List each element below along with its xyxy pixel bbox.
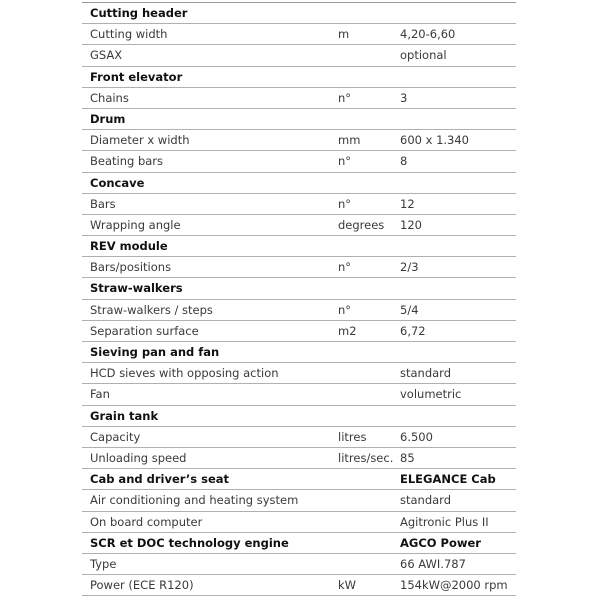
spec-unit: kW: [338, 578, 357, 593]
spec-label: Fan: [90, 387, 110, 402]
spec-label: HCD sieves with opposing action: [90, 366, 279, 381]
spec-row: [82, 321, 516, 342]
spec-value: [400, 342, 516, 362]
spec-value: 6,72: [400, 323, 426, 338]
spec-unit: [338, 406, 400, 426]
spec-label: Beating bars: [90, 154, 164, 169]
spec-row: [82, 215, 516, 236]
spec-value: [400, 173, 516, 193]
spec-value: [400, 3, 516, 23]
spec-unit: [338, 554, 400, 574]
spec-row: [82, 300, 516, 321]
section-title: Concave: [90, 175, 145, 190]
section-header-row: [82, 469, 516, 490]
spec-row: [82, 512, 516, 533]
spec-unit: [338, 469, 400, 489]
section-title: Cab and driver’s seat: [90, 472, 230, 487]
spec-row: [82, 24, 516, 45]
spec-unit: [338, 45, 400, 65]
spec-unit: [338, 533, 400, 553]
spec-value: 2/3: [400, 260, 419, 275]
spec-unit: [338, 3, 400, 23]
spec-unit: [338, 278, 400, 298]
section-title: Drum: [90, 111, 126, 126]
spec-label: Cutting width: [90, 27, 168, 42]
spec-value: volumetric: [400, 387, 462, 402]
spec-value: 6.500: [400, 429, 433, 444]
spec-unit: m2: [338, 323, 357, 338]
spec-unit: n°: [338, 260, 352, 275]
spec-table: [82, 2, 516, 596]
spec-value: [400, 236, 516, 256]
spec-value: 85: [400, 450, 415, 465]
spec-unit: [338, 490, 400, 510]
spec-label: Diameter x width: [90, 133, 190, 148]
section-header-row: [82, 406, 516, 427]
spec-unit: [338, 236, 400, 256]
spec-value: ELEGANCE Cab: [400, 472, 496, 487]
spec-row: [82, 363, 516, 384]
spec-row: [82, 490, 516, 511]
section-header-row: [82, 173, 516, 194]
spec-row: [82, 151, 516, 172]
spec-value: Agitronic Plus II: [400, 514, 489, 529]
section-header-row: [82, 533, 516, 554]
spec-row: [82, 575, 516, 596]
spec-row: [82, 427, 516, 448]
spec-value: 66 AWI.787: [400, 556, 466, 571]
spec-value: 154kW@2000 rpm: [400, 578, 508, 593]
spec-unit: litres/sec.: [338, 450, 394, 465]
spec-value: 4,20-6,60: [400, 27, 456, 42]
section-header-row: [82, 3, 516, 24]
spec-unit: degrees: [338, 217, 385, 232]
spec-label: Capacity: [90, 429, 141, 444]
section-title: Grain tank: [90, 408, 159, 423]
spec-value: optional: [400, 48, 447, 63]
section-header-row: [82, 67, 516, 88]
section-title: Straw-walkers: [90, 281, 183, 296]
spec-label: Type: [90, 556, 117, 571]
spec-value: 3: [400, 90, 408, 105]
spec-row: [82, 194, 516, 215]
spec-label: Wrapping angle: [90, 217, 181, 232]
spec-value: AGCO Power: [400, 535, 481, 550]
spec-label: Air conditioning and heating system: [90, 493, 299, 508]
spec-value: [400, 109, 516, 129]
spec-label: Chains: [90, 90, 129, 105]
spec-unit: litres: [338, 429, 367, 444]
section-title: Sieving pan and fan: [90, 345, 220, 359]
spec-row: [82, 45, 516, 66]
section-title: SCR et DOC technology engine: [90, 535, 289, 550]
section-header-row: [82, 236, 516, 257]
spec-value: 600 x 1.340: [400, 133, 469, 148]
spec-unit: [338, 173, 400, 193]
section-header-row: [82, 109, 516, 130]
spec-label: On board computer: [90, 514, 203, 529]
spec-unit: [338, 512, 400, 532]
spec-label: Separation surface: [90, 323, 199, 338]
spec-value: [400, 406, 516, 426]
section-title: Cutting header: [90, 6, 188, 20]
spec-unit: [338, 342, 400, 362]
spec-value: 5/4: [400, 302, 419, 317]
spec-row: [82, 130, 516, 151]
spec-unit: [338, 67, 400, 87]
spec-label: Straw-walkers / steps: [90, 302, 213, 317]
spec-row: [82, 257, 516, 278]
spec-value: standard: [400, 366, 452, 381]
spec-value: [400, 67, 516, 87]
spec-unit: n°: [338, 154, 352, 169]
spec-value: [400, 278, 516, 298]
spec-unit: [338, 363, 400, 383]
spec-unit: [338, 109, 400, 129]
section-header-row: [82, 278, 516, 299]
spec-value: 120: [400, 217, 422, 232]
spec-row: [82, 554, 516, 575]
spec-label: GSAX: [90, 48, 123, 63]
spec-unit: n°: [338, 302, 352, 317]
spec-label: Unloading speed: [90, 450, 187, 465]
spec-row: [82, 384, 516, 405]
spec-row: [82, 448, 516, 469]
spec-unit: n°: [338, 196, 352, 211]
spec-label: Bars/positions: [90, 260, 172, 275]
section-title: REV module: [90, 239, 168, 254]
spec-value: standard: [400, 493, 452, 508]
spec-label: Power (ECE R120): [90, 578, 194, 593]
spec-unit: [338, 384, 400, 404]
spec-row: [82, 88, 516, 109]
section-title: Front elevator: [90, 69, 183, 84]
spec-value: 12: [400, 196, 415, 211]
spec-unit: n°: [338, 90, 352, 105]
spec-label: Bars: [90, 196, 116, 211]
spec-unit: mm: [338, 133, 361, 148]
spec-value: 8: [400, 154, 408, 169]
spec-unit: m: [338, 27, 350, 42]
section-header-row: [82, 342, 516, 363]
